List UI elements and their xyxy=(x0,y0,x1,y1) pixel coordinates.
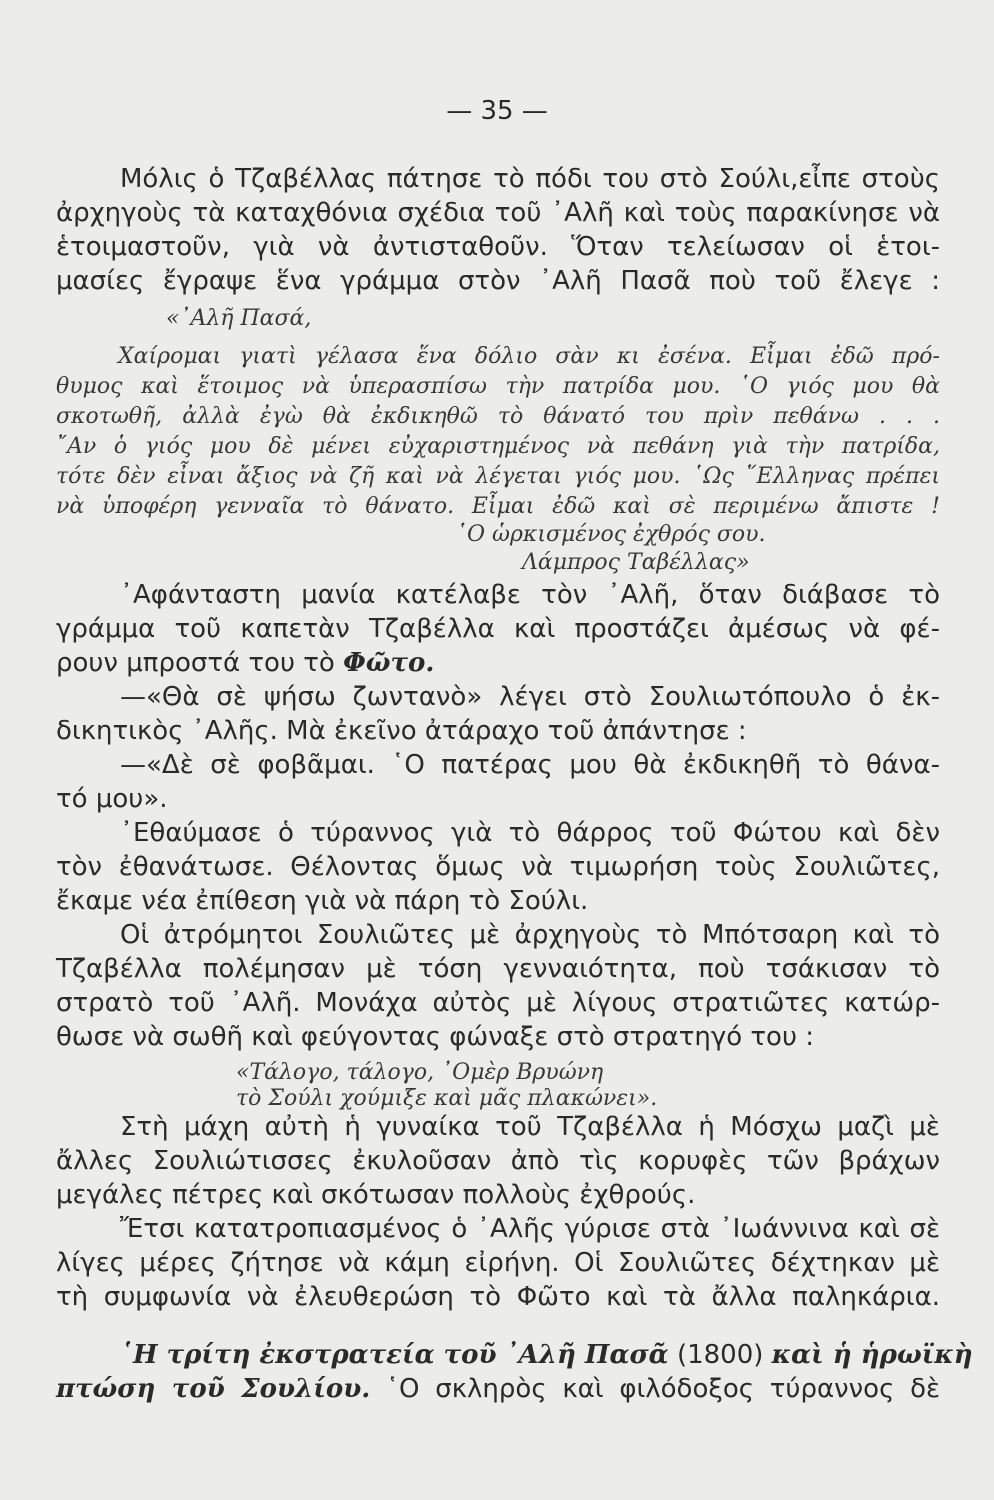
text-line: ἑτοιμαστοῦν, γιὰ νὰ ἀντισταθοῦν. Ὅταν τελείωσαν οἱ ἑτοι- xyxy=(56,232,940,262)
text-line: ἀρχηγοὺς τὰ καταχθόνια σχέδια τοῦ ᾿Αλῆ καὶ τοὺς παρακίνησε νὰ xyxy=(56,198,940,228)
letter-closing: ῾Ο ὡρκισμένος ἐχθρός σου. xyxy=(456,522,766,547)
text-line: ᾿Εθαύμασε ὁ τύραννος γιὰ τὸ θάρρος τοῦ Φώτου καὶ δὲν xyxy=(120,818,940,848)
section-heading: ῾Η τρίτη ἐκστρατεία τοῦ ᾿Αλῆ Πασᾶ xyxy=(120,1340,669,1370)
section-heading-cont: καὶ ἡ ἡρωϊκὴ xyxy=(771,1340,973,1370)
text-line: λίγες μέρες ζήτησε νὰ κάμη εἰρήνη. Οἱ Σουλιῶτες δέχτηκαν μὲ xyxy=(56,1248,940,1278)
name-foto: Φῶτο. xyxy=(343,648,435,678)
text-line: τὴ συμφωνία νὰ ἐλευθερώση τὸ Φῶτο καὶ τὰ ἄλλα παληκάρια. xyxy=(56,1282,940,1312)
text-line: μασίες ἔγραψε ἕνα γράμμα στὸν ᾿Αλῆ Πασᾶ ποὺ τοῦ ἔλεγε : xyxy=(56,266,940,296)
letter-salutation: «᾿Αλῆ Πασά, xyxy=(166,306,312,331)
page-number: — 35 — xyxy=(446,96,548,126)
text-line: γράμμα τοῦ καπετὰν Τζαβέλλα καὶ προστάζει ἀμέσως νὰ φέ- xyxy=(56,614,940,644)
text-line: ἔκαμε νέα ἐπίθεση γιὰ νὰ πάρη τὸ Σούλι. xyxy=(56,886,589,916)
text-line xyxy=(56,1372,940,1406)
text-span: ρουν μπροστά του τὸ xyxy=(56,648,335,678)
text-line: Ἔτσι κατατροπιασμένος ὁ ᾿Αλῆς γύρισε στὰ ᾿Ιωάννινα καὶ σὲ xyxy=(120,1214,940,1244)
heading-year: (1800) xyxy=(676,1340,764,1370)
letter-line: τότε δὲν εἶναι ἄξιος νὰ ζῆ καὶ νὰ λέγεται γιός μου. ῾Ως ῞Ελληνας πρέπει xyxy=(56,464,940,489)
text-line: Στὴ μάχη αὐτὴ ἡ γυναίκα τοῦ Τζαβέλλα ἡ Μόσχω μαζὶ μὲ xyxy=(120,1112,940,1142)
text-line xyxy=(56,646,940,680)
text-span: ῾Ο σκληρὸς καὶ φιλόδοξος τύραννος δὲ xyxy=(386,1374,941,1404)
section-heading-end: πτώση τοῦ Σουλίου. xyxy=(56,1374,371,1404)
letter-line: θυμος καὶ ἕτοιμος νὰ ὑπερασπίσω τὴν πατρίδα μου. ῾Ο γιός μου θὰ xyxy=(56,374,940,399)
text-line: ἄλλες Σουλιώτισσες ἐκυλοῦσαν ἀπὸ τὶς κορυφὲς τῶν βράχων xyxy=(56,1146,940,1176)
text-line: ᾿Αφάνταστη μανία κατέλαβε τὸν ᾿Αλῆ, ὅταν διάβασε τὸ xyxy=(120,580,940,610)
letter-line: Χαίρομαι γιατὶ γέλασα ἕνα δόλιο σὰν κι ἐσένα. Εἶμαι ἐδῶ πρό- xyxy=(118,344,940,369)
text-line: Τζαβέλλα πολέμησαν μὲ τόση γενναιότητα, ποὺ τσάκισαν τὸ xyxy=(56,954,940,984)
quote-line: τὸ Σούλι χούμιξε καὶ μᾶς πλακώνει». xyxy=(236,1086,658,1111)
text-line: Μόλις ὁ Τζαβέλλας πάτησε τὸ πόδι του στὸ Σούλι,εἶπε στοὺς xyxy=(120,164,940,194)
text-line: μεγάλες πέτρες καὶ σκότωσαν πολλοὺς ἐχθρούς. xyxy=(56,1180,696,1210)
letter-line: σκοτωθῆ, ἀλλὰ ἐγὼ θὰ ἐκδικηθῶ τὸ θάνατό του πρὶν πεθάνω . . . xyxy=(56,404,940,429)
text-line: τό μου». xyxy=(56,784,168,814)
section-heading-line xyxy=(120,1338,973,1372)
text-line: θωσε νὰ σωθῆ καὶ φεύγοντας φώναξε στὸ στρατηγό του : xyxy=(56,1022,815,1052)
text-line: τὸν ἐθανάτωσε. Θέλοντας ὅμως νὰ τιμωρήση τοὺς Σουλιῶτες, xyxy=(56,852,940,882)
text-line: στρατὸ τοῦ ᾿Αλῆ. Μονάχα αὐτὸς μὲ λίγους στρατιῶτες κατώρ- xyxy=(56,988,940,1018)
text-line: —«Δὲ σὲ φοβᾶμαι. ῾Ο πατέρας μου θὰ ἐκδικηθῆ τὸ θάνα- xyxy=(120,750,940,780)
text-line: Οἱ ἀτρόμητοι Σουλιῶτες μὲ ἀρχηγοὺς τὸ Μπότσαρη καὶ τὸ xyxy=(120,920,940,950)
text-line: —«Θὰ σὲ ψήσω ζωντανὸ» λέγει στὸ Σουλιωτόπουλο ὁ ἐκ- xyxy=(120,682,940,712)
text-line: δικητικὸς ᾿Αλῆς. Μὰ ἐκεῖνο ἀτάραχο τοῦ ἀπάντησε : xyxy=(56,716,747,746)
quote-line: «Τάλογο, τάλογο, ᾿Ομὲρ Βρυώνη xyxy=(236,1060,604,1085)
letter-signature: Λάμπρος Ταβέλλας» xyxy=(522,550,750,575)
letter-line: ῎Αν ὁ γιός μου δὲ μένει εὐχαριστημένος νὰ πεθάνη γιὰ τὴν πατρίδα, xyxy=(56,434,940,459)
letter-line: νὰ ὑποφέρη γενναῖα τὸ θάνατο. Εἶμαι ἐδῶ καὶ σὲ περιμένω ἄπιστε ! xyxy=(56,494,940,519)
